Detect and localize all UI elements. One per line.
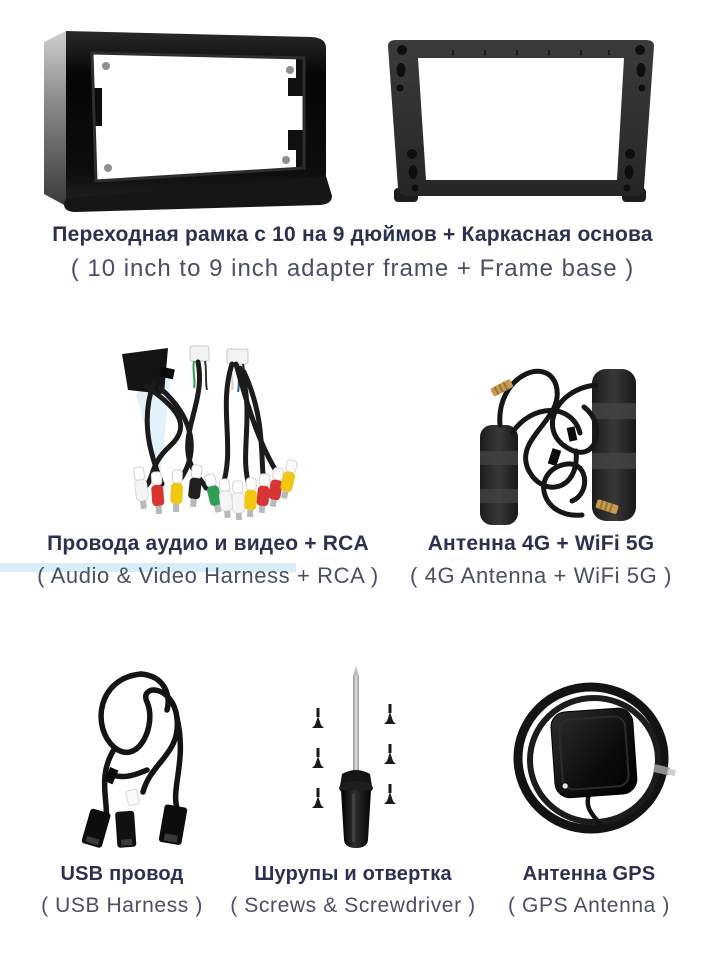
screws-caption <box>228 862 478 918</box>
molex-connector <box>227 349 248 364</box>
screws-title-ru: Шурупы и отвертка <box>254 863 452 885</box>
screw-hole <box>104 164 112 172</box>
av-harness-image <box>110 328 310 524</box>
screw-hole <box>282 156 290 164</box>
usb-cable-loops <box>101 674 180 824</box>
antenna-title-en: ( 4G Antenna + WiFi 5G ) <box>410 563 672 588</box>
module-band <box>480 489 518 503</box>
antenna-module <box>592 369 636 521</box>
antenna-title-ru: Антенна 4G + WiFi 5G <box>427 532 655 555</box>
4g-wifi-antenna-image <box>472 333 644 525</box>
screwdriver-handle <box>341 790 371 848</box>
handle-highlight <box>352 794 355 842</box>
screws-screwdriver-image <box>288 664 424 850</box>
gps-puck <box>550 707 638 799</box>
frame-base-image <box>372 36 670 208</box>
frames-title-en: ( 10 inch to 9 inch adapter frame + Frame base ) <box>70 255 635 282</box>
rca-plug-group-left <box>132 464 203 514</box>
frame-base-opening <box>418 58 624 180</box>
adapter-frame-image <box>36 26 334 212</box>
frame-opening <box>92 53 304 181</box>
screws-title-en: ( Screws & Screwdriver ) <box>230 894 476 917</box>
gps-antenna-image <box>503 678 681 840</box>
screw-hole <box>286 66 294 74</box>
gps-title-en: ( GPS Antenna ) <box>508 894 670 917</box>
harness-title-ru: Провода аудио и видео + RCA <box>47 532 369 555</box>
usb-connector <box>115 811 136 848</box>
antenna-caption <box>391 531 691 589</box>
usb-caption <box>22 862 222 918</box>
frames-caption <box>0 222 705 284</box>
cable-tie <box>567 426 578 441</box>
gps-title-ru: Антенна GPS <box>522 863 656 885</box>
antenna-module <box>480 425 518 525</box>
module-band <box>592 453 636 469</box>
harness-caption <box>18 531 398 589</box>
module-band <box>480 451 518 465</box>
cable-label <box>126 789 140 806</box>
gps-caption <box>484 862 694 918</box>
module-band <box>592 403 636 419</box>
usb-title-en: ( USB Harness ) <box>41 894 203 917</box>
screwdriver-shaft <box>353 676 359 774</box>
rca-plug-group-right <box>203 459 298 520</box>
usb-title-ru: USB провод <box>60 863 184 885</box>
frame-side-face <box>44 31 66 206</box>
sma-connector-gold <box>490 379 514 397</box>
usb-connector <box>158 804 187 845</box>
frames-title-ru: Переходная рамка с 10 на 9 дюймов + Каркасная основа <box>52 223 653 246</box>
screwdriver-tip <box>353 666 359 676</box>
usb-harness-image <box>55 662 225 852</box>
screw-hole <box>102 62 110 70</box>
harness-title-en: ( Audio & Video Harness + RCA ) <box>37 563 379 588</box>
usb-connector <box>81 808 111 848</box>
molex-connector <box>190 346 209 361</box>
